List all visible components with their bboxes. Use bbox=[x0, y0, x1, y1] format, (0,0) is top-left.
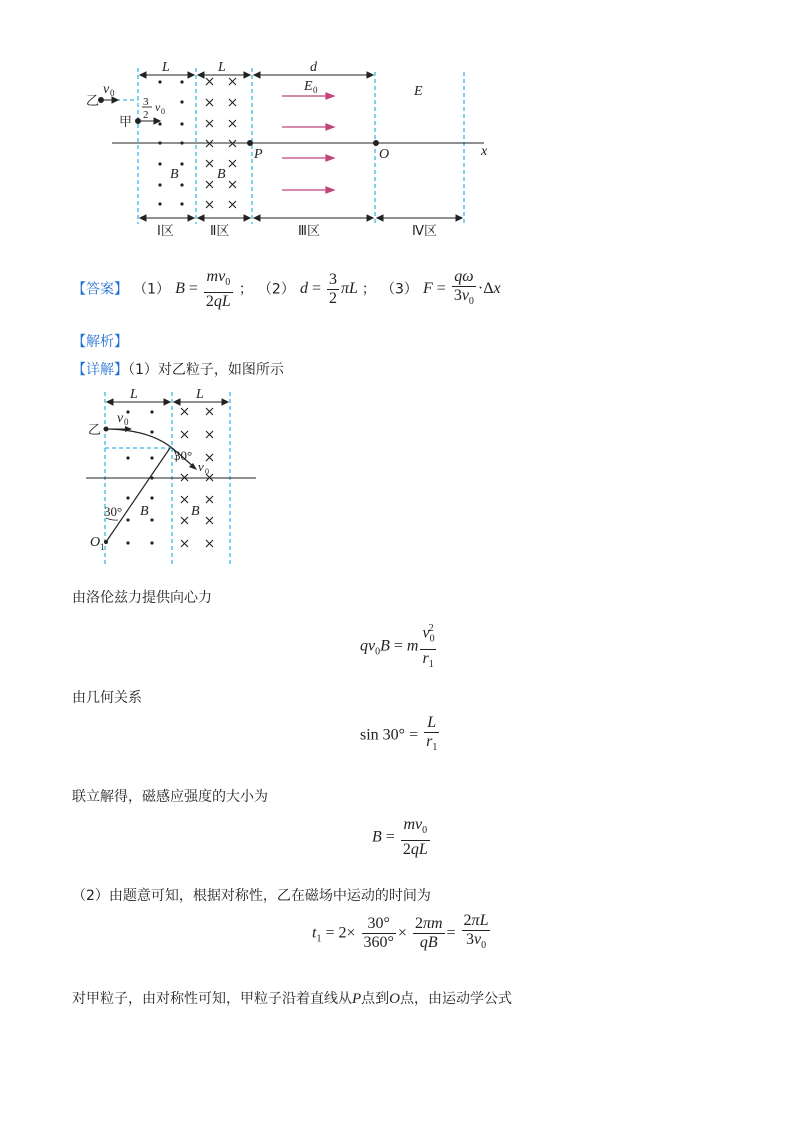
field-region-diagram bbox=[0, 0, 800, 250]
detail-text: （1）对乙粒子，如图所示 bbox=[128, 362, 284, 378]
svg-text:0: 0 bbox=[161, 107, 165, 116]
label-O: O bbox=[379, 147, 390, 162]
label-P: P bbox=[254, 147, 263, 162]
svg-text:0: 0 bbox=[313, 85, 318, 95]
detail-tag: 【详解】 bbox=[72, 362, 128, 378]
svg-text:L: L bbox=[196, 387, 204, 402]
label-L2: L bbox=[218, 60, 226, 75]
text-lorentz: 由洛伦兹力提供向心力 bbox=[72, 590, 212, 606]
label-E: E bbox=[414, 84, 423, 99]
svg-text:乙: 乙 bbox=[88, 423, 102, 438]
text-last: 对甲粒子，由对称性可知，甲粒子沿着直线从P点到O点，由运动学公式 bbox=[72, 991, 513, 1007]
label-frac-num: 3 bbox=[143, 96, 149, 108]
answer-tag: 【答案】 bbox=[72, 281, 128, 298]
label-frac-den: 2 bbox=[143, 109, 149, 121]
answer-part2-label: （2） bbox=[257, 281, 295, 298]
svg-text:v: v bbox=[198, 459, 204, 474]
text-solve: 联立解得，磁感应强度的大小为 bbox=[72, 789, 268, 805]
svg-text:v: v bbox=[155, 100, 161, 114]
detail-line bbox=[72, 360, 284, 380]
equation-time: $t_1 = 2\times$ $\frac{30^\circ}{360^\circ}$ × $\frac{2\pi m}{qB}$ = $\frac{2\pi L}{3v_0}$ bbox=[312, 912, 489, 952]
label-zone2: Ⅱ区 bbox=[210, 224, 230, 239]
svg-text:O: O bbox=[90, 535, 101, 550]
label-L1: L bbox=[162, 60, 170, 75]
trajectory-diagram bbox=[0, 380, 300, 580]
label-d: d bbox=[310, 60, 317, 75]
answer-part1-label: （1） bbox=[133, 281, 171, 298]
svg-text:L: L bbox=[130, 387, 138, 402]
answer-line: 【答案】 （1） B = $\frac{mv_0}{2qL}$ ； （2） d = $\frac{3}{2}$ πL ； （3） F = $\frac{q\omega}{3v_0}$ ·Δx bbox=[72, 268, 501, 311]
label-yi: 乙 bbox=[86, 94, 100, 109]
answer-part3-label: （3） bbox=[380, 281, 418, 298]
svg-text:0: 0 bbox=[205, 467, 209, 476]
equation-lorentz: $qv_0B = m$ $\frac{v_0^2}{r_1}$ bbox=[360, 620, 438, 674]
label-E0: E bbox=[304, 79, 313, 94]
answer-formula-1: B = $\frac{mv_0}{2qL}$ bbox=[175, 268, 231, 311]
label-jia: 甲 bbox=[119, 115, 133, 130]
label-zone1: Ⅰ区 bbox=[157, 224, 174, 239]
equation-geometry: sin 30° = $\frac{L}{r_1}$ bbox=[360, 714, 438, 754]
answer-formula-2: d = $\frac{3}{2}$ πL bbox=[299, 271, 358, 308]
label-v0: v bbox=[103, 82, 110, 97]
svg-text:0: 0 bbox=[110, 88, 115, 98]
svg-text:30°: 30° bbox=[104, 504, 123, 519]
svg-text:B: B bbox=[191, 504, 200, 519]
label-zone3: Ⅲ区 bbox=[298, 224, 320, 239]
analysis-tag: 【解析】 bbox=[72, 334, 128, 350]
svg-text:1: 1 bbox=[100, 542, 105, 552]
label-B2: B bbox=[217, 167, 226, 182]
label-zone4: Ⅳ区 bbox=[412, 224, 437, 239]
label-B1: B bbox=[170, 167, 179, 182]
svg-text:B: B bbox=[140, 504, 149, 519]
answer-formula-3: F = $\frac{q\omega}{3v_0}$ ·Δx bbox=[423, 268, 501, 308]
svg-text:30°: 30° bbox=[174, 448, 193, 463]
text-part2: （2）由题意可知，根据对称性，乙在磁场中运动的时间为 bbox=[72, 888, 431, 904]
svg-text:v: v bbox=[117, 411, 124, 426]
label-x: x bbox=[481, 144, 488, 159]
equation-B: B = $\frac{mv_0}{2qL}$ bbox=[372, 816, 428, 859]
text-geometry: 由几何关系 bbox=[72, 690, 142, 706]
svg-text:0: 0 bbox=[124, 417, 129, 427]
